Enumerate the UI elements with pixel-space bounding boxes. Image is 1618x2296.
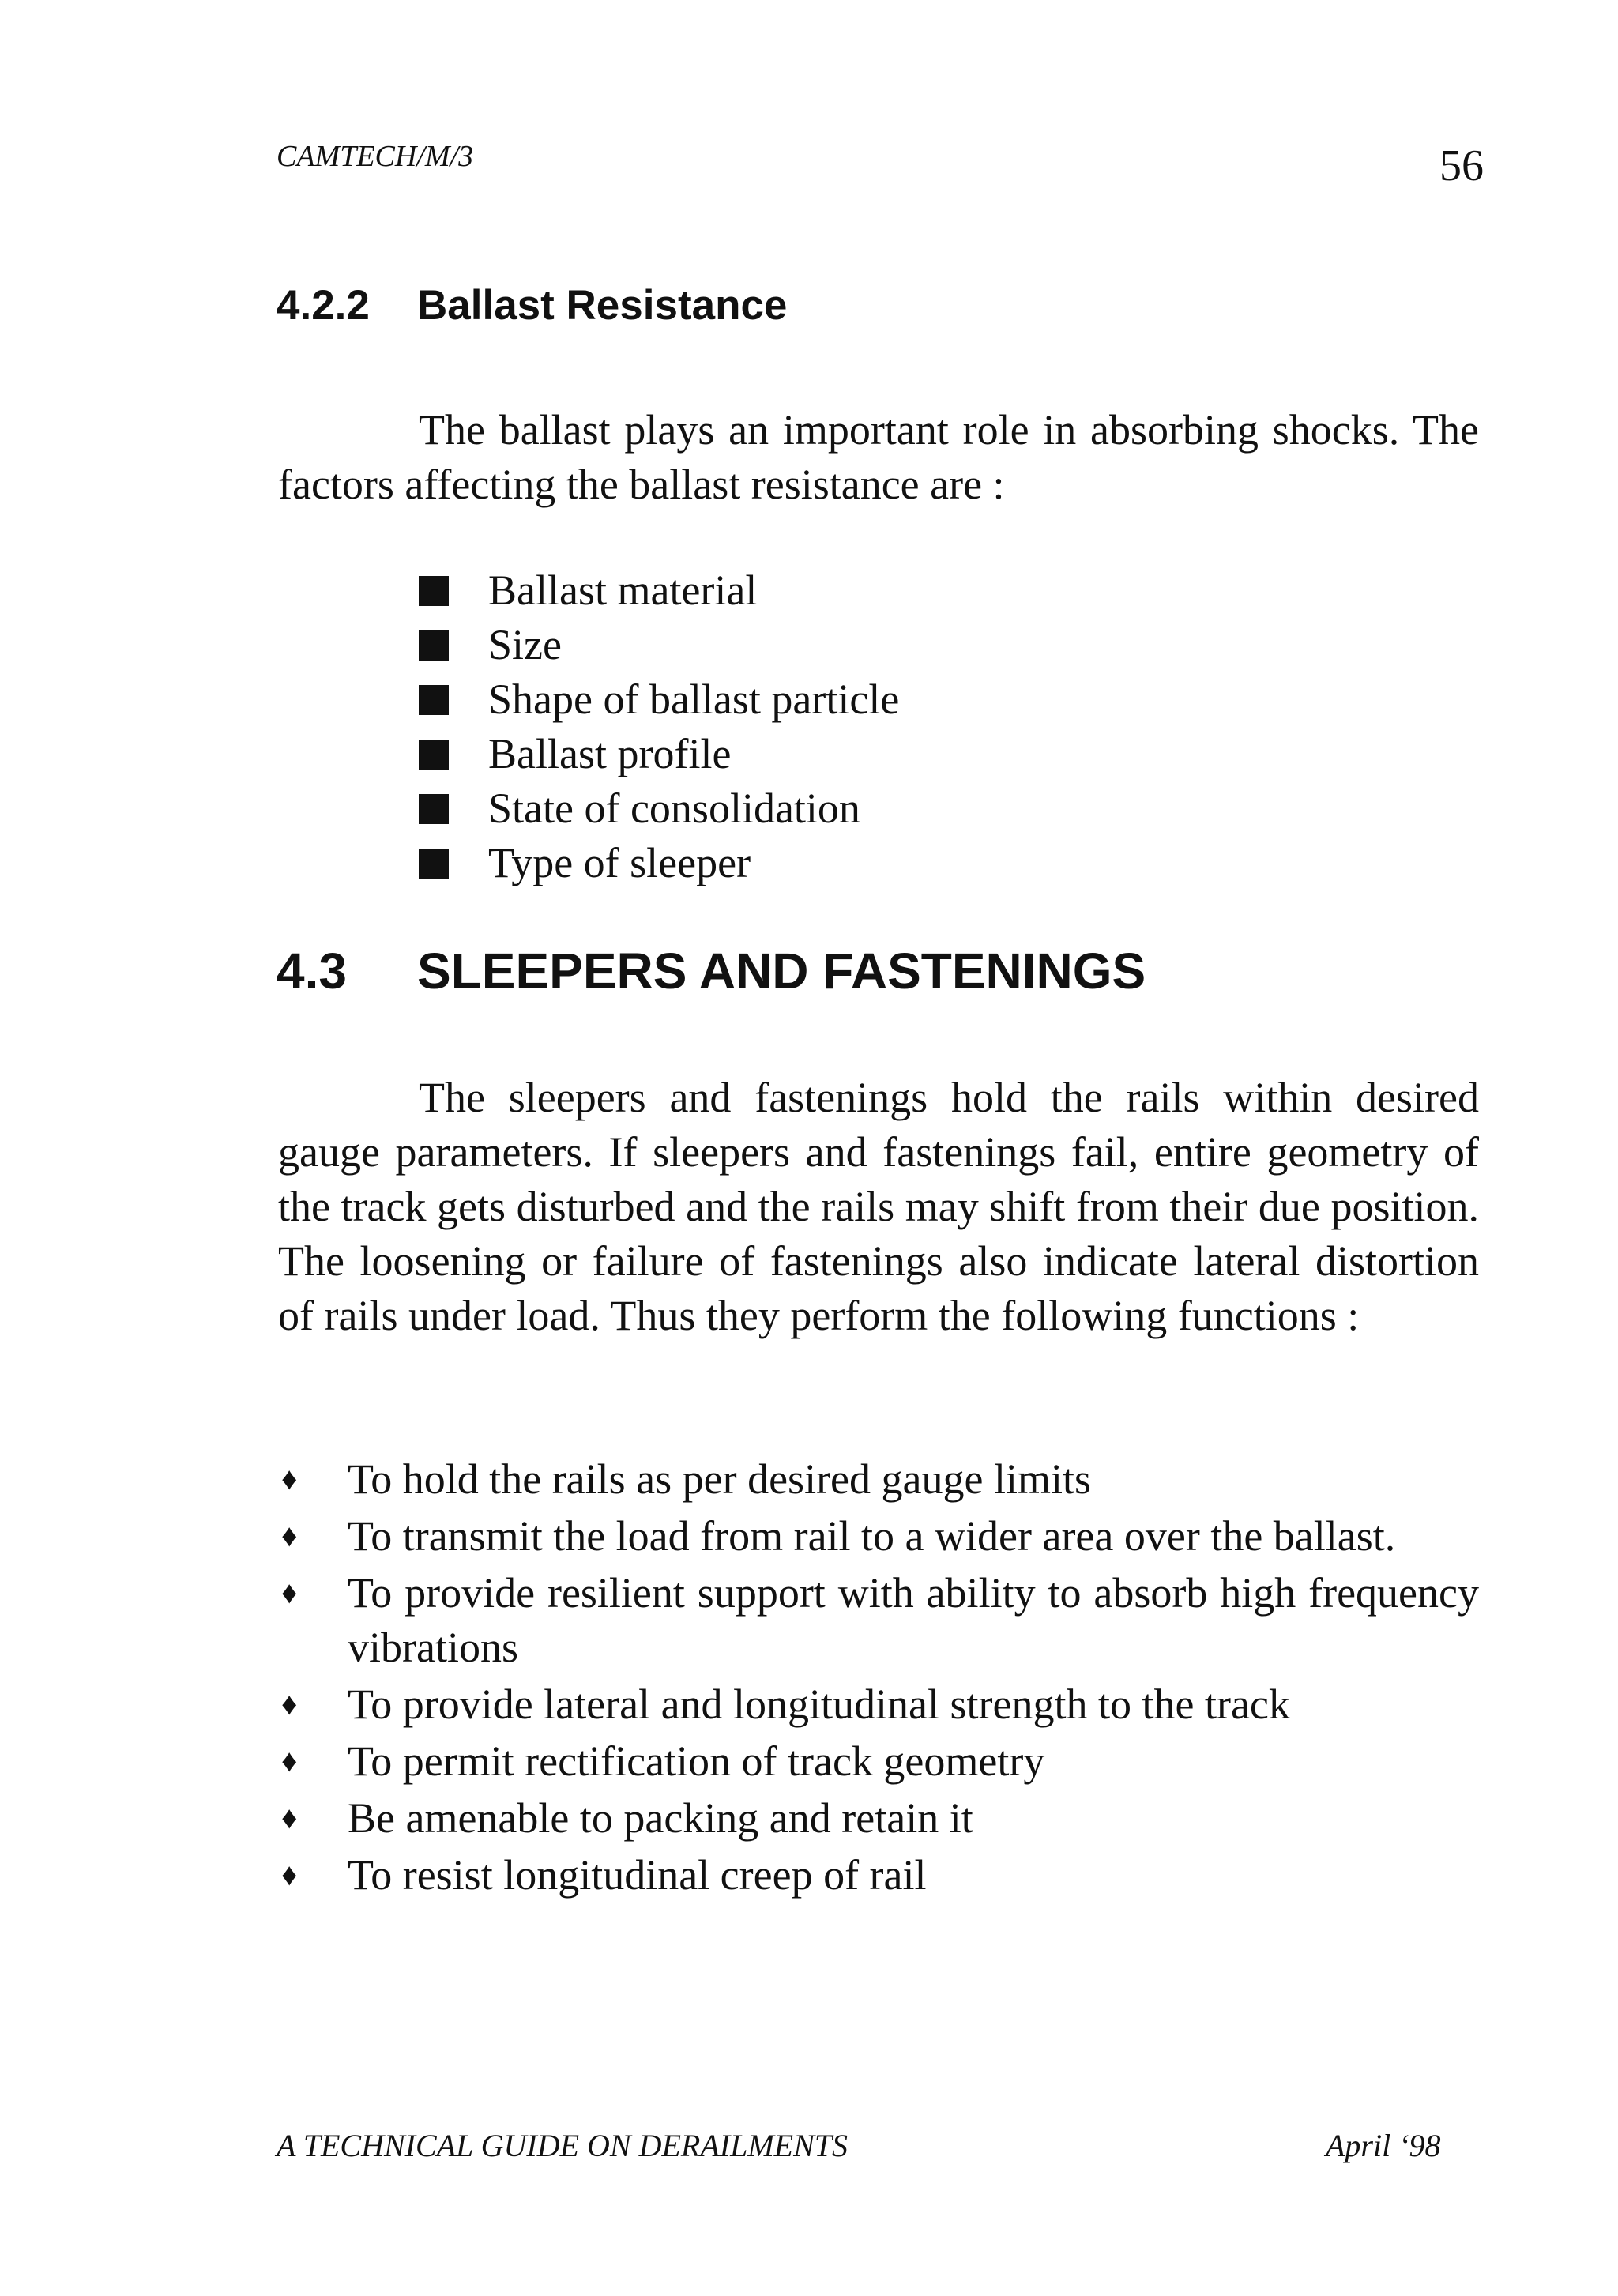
section-heading-4-2-2 <box>277 281 787 329</box>
ballast-paragraph: The ballast plays an important role in absorbing shocks. The factors affecting the ballast resistance are : <box>278 406 1479 508</box>
square-bullet-icon <box>419 849 449 879</box>
ballast-factors-list <box>419 563 899 890</box>
list-item <box>278 1677 1479 1732</box>
footer-title: A TECHNICAL GUIDE ON DERAILMENTS <box>277 2128 849 2163</box>
list-item <box>278 1566 1479 1675</box>
square-bullet-icon <box>419 740 449 770</box>
square-bullet-icon <box>419 630 449 661</box>
list-item <box>278 1791 1479 1846</box>
list-item <box>278 1509 1479 1564</box>
list-item-text: To transmit the load from rail to a wider area over the ballast. <box>348 1512 1396 1560</box>
list-item-text: Ballast material <box>488 566 758 614</box>
section-title: Ballast Resistance <box>417 282 788 329</box>
list-item <box>278 1452 1479 1507</box>
section-number: 4.3 <box>277 943 347 999</box>
diamond-bullet-icon: ♦ <box>281 1518 298 1553</box>
document-code: CAMTECH/M/3 <box>277 140 474 173</box>
list-item-text: Shape of ballast particle <box>488 676 900 723</box>
list-item-text: To provide resilient support with ability to absorb high frequency vibrations <box>348 1569 1479 1671</box>
list-item-text: Type of sleeper <box>488 839 751 886</box>
diamond-bullet-icon: ♦ <box>281 1800 298 1835</box>
diamond-bullet-icon: ♦ <box>281 1575 298 1610</box>
diamond-bullet-icon: ♦ <box>281 1461 298 1496</box>
list-item-text: State of consolidation <box>488 785 860 832</box>
list-item <box>419 672 899 727</box>
list-item-text: To provide lateral and longitudinal strength to the track <box>348 1681 1290 1728</box>
section-title: SLEEPERS AND FASTENINGS <box>417 943 1146 999</box>
list-item-text: Be amenable to packing and retain it <box>348 1794 973 1842</box>
sleeper-functions-list <box>278 1452 1479 1905</box>
list-item <box>419 563 899 618</box>
list-item <box>419 781 899 836</box>
page-number: 56 <box>1439 141 1484 190</box>
footer-date: April ‘98 <box>1326 2128 1441 2163</box>
list-item <box>278 1848 1479 1903</box>
list-item <box>419 836 899 890</box>
square-bullet-icon <box>419 794 449 824</box>
section-number: 4.2.2 <box>277 282 370 329</box>
list-item-text: Size <box>488 621 562 668</box>
section-heading-4-3 <box>277 942 1146 1000</box>
square-bullet-icon <box>419 685 449 715</box>
list-item-text: To hold the rails as per desired gauge limits <box>348 1455 1091 1503</box>
diamond-bullet-icon: ♦ <box>281 1686 298 1722</box>
list-item <box>278 1734 1479 1789</box>
diamond-bullet-icon: ♦ <box>281 1743 298 1778</box>
diamond-bullet-icon: ♦ <box>281 1857 298 1892</box>
sleepers-paragraph: The sleepers and fastenings hold the rails within desired gauge parameters. If sleepers and fastenings fail, entire geometry of the track gets disturbed and the rails may shift from their due position. The loosening or failure of fastenings also indicate lateral distortion of rails under load. Thus they perform the following functions : <box>278 1074 1479 1339</box>
list-item-text: To resist longitudinal creep of rail <box>348 1851 927 1899</box>
list-item <box>419 727 899 781</box>
list-item <box>419 618 899 672</box>
square-bullet-icon <box>419 576 449 606</box>
list-item-text: Ballast profile <box>488 730 732 777</box>
list-item-text: To permit rectification of track geometry <box>348 1737 1045 1785</box>
